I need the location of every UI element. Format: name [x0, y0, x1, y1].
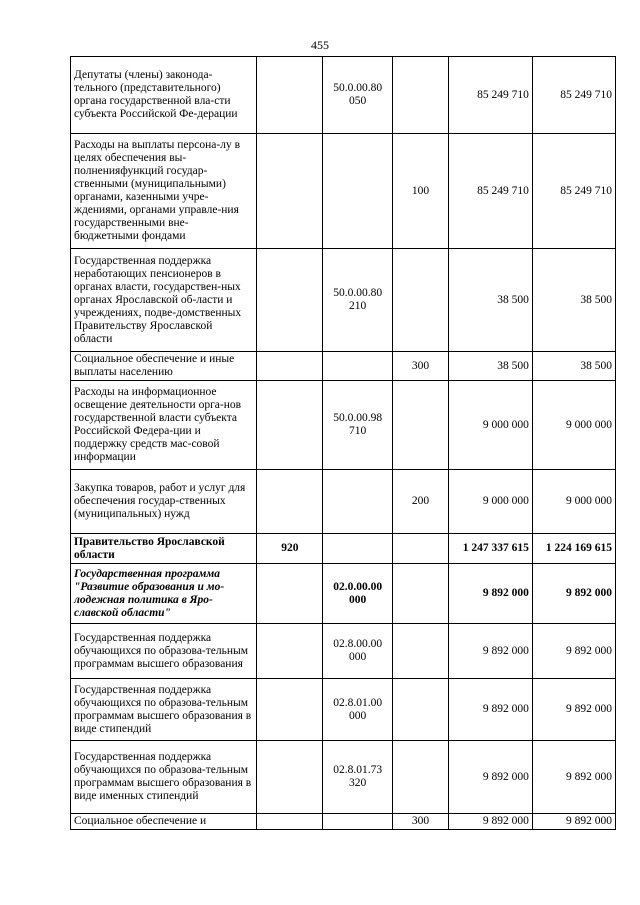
table-row	[71, 534, 616, 564]
cell-expense-type: 300	[393, 814, 449, 830]
cell-amount-second-year: 9 892 000	[532, 814, 615, 830]
cell-expense-type	[393, 249, 449, 352]
cell-expense-type: 300	[393, 352, 449, 381]
table-row	[71, 352, 616, 381]
cell-expense-type	[393, 57, 449, 134]
table-row	[71, 470, 616, 534]
cell-amount-second-year: 9 892 000	[532, 679, 615, 741]
cell-amount-second-year: 85 249 710	[532, 57, 615, 134]
cell-amount-second-year: 9 892 000	[532, 741, 615, 814]
cell-target-article: 50.0.00.98 710	[323, 381, 393, 470]
cell-department-code	[257, 470, 323, 534]
table-row	[71, 814, 616, 830]
cell-expense-type	[393, 679, 449, 741]
table-row	[71, 134, 616, 249]
cell-amount-second-year: 38 500	[532, 249, 615, 352]
cell-expense-type: 100	[393, 134, 449, 249]
budget-table	[70, 56, 616, 830]
cell-target-article: 50.0.00.80 210	[323, 249, 393, 352]
cell-department-code	[257, 249, 323, 352]
cell-amount-second-year: 9 892 000	[532, 564, 615, 624]
cell-expense-type	[393, 534, 449, 564]
page-number: 455	[311, 38, 329, 52]
cell-department-code	[257, 57, 323, 134]
cell-name: Государственная поддержка обучающихся по образова-тельным программам высшего образования в виде стипендий	[71, 679, 257, 741]
cell-target-article	[323, 134, 393, 249]
cell-amount-second-year: 9 000 000	[532, 381, 615, 470]
cell-amount-first-year: 9 892 000	[448, 564, 532, 624]
cell-department-code	[257, 564, 323, 624]
cell-amount-first-year: 85 249 710	[448, 57, 532, 134]
cell-amount-first-year: 1 247 337 615	[448, 534, 532, 564]
cell-target-article: 02.8.00.00 000	[323, 624, 393, 679]
table-row	[71, 249, 616, 352]
cell-amount-first-year: 85 249 710	[448, 134, 532, 249]
cell-amount-first-year: 38 500	[448, 249, 532, 352]
cell-amount-second-year: 85 249 710	[532, 134, 615, 249]
cell-department-code	[257, 814, 323, 830]
cell-amount-first-year: 9 892 000	[448, 741, 532, 814]
cell-amount-first-year: 38 500	[448, 352, 532, 381]
cell-name: Расходы на выплаты персона-лу в целях обеспечения вы-полненияфункций государ-ственными (муниципальными) органами, казенными учре-ждениями, органами управле-ния государственными вне-бюджетными фондами	[71, 134, 257, 249]
cell-amount-first-year: 9 892 000	[448, 814, 532, 830]
cell-name: Государственная программа "Развитие образования и мо-лодежная политика в Яро-славской области"	[71, 564, 257, 624]
cell-target-article: 02.0.00.00 000	[323, 564, 393, 624]
cell-name: Государственная поддержка обучающихся по образова-тельным программам высшего образования	[71, 624, 257, 679]
cell-name: Расходы на информационное освещение деятельности орга-нов государственной власти субъекта Российской Федера-ции и поддержку средств мас-совой информации	[71, 381, 257, 470]
cell-amount-first-year: 9 892 000	[448, 679, 532, 741]
cell-expense-type	[393, 624, 449, 679]
cell-target-article	[323, 470, 393, 534]
cell-name: Депутаты (члены) законода-тельного (представительного) органа государственной вла-сти субъекта Российской Фе-дерации	[71, 57, 257, 134]
table-row	[71, 381, 616, 470]
cell-expense-type: 200	[393, 470, 449, 534]
cell-amount-second-year: 9 000 000	[532, 470, 615, 534]
cell-name: Закупка товаров, работ и услуг для обеспечения государ-ственных (муниципальных) нужд	[71, 470, 257, 534]
cell-amount-first-year: 9 000 000	[448, 470, 532, 534]
cell-department-code	[257, 134, 323, 249]
table-row	[71, 679, 616, 741]
cell-department-code	[257, 679, 323, 741]
cell-expense-type	[393, 564, 449, 624]
cell-expense-type	[393, 741, 449, 814]
cell-name: Социальное обеспечение и иные выплаты населению	[71, 352, 257, 381]
table-row	[71, 564, 616, 624]
cell-name: Государственная поддержка неработающих пенсионеров в органах власти, государствен-ных органах Ярославской об-ласти и учреждениях, подве-домственных Правительству Ярославской области	[71, 249, 257, 352]
table-row	[71, 57, 616, 134]
cell-target-article: 02.8.01.00 000	[323, 679, 393, 741]
cell-department-code	[257, 352, 323, 381]
cell-target-article: 02.8.01.73 320	[323, 741, 393, 814]
cell-department-code	[257, 741, 323, 814]
cell-department-code	[257, 624, 323, 679]
budget-table-body	[71, 57, 616, 830]
cell-target-article	[323, 352, 393, 381]
cell-amount-second-year: 1 224 169 615	[532, 534, 615, 564]
cell-name: Государственная поддержка обучающихся по образова-тельным программам высшего образования в виде именных стипендий	[71, 741, 257, 814]
cell-department-code	[257, 381, 323, 470]
cell-target-article	[323, 534, 393, 564]
cell-department-code: 920	[257, 534, 323, 564]
cell-target-article	[323, 814, 393, 830]
cell-target-article: 50.0.00.80 050	[323, 57, 393, 134]
cell-name: Социальное обеспечение и	[71, 814, 257, 830]
cell-amount-first-year: 9 000 000	[448, 381, 532, 470]
cell-amount-second-year: 9 892 000	[532, 624, 615, 679]
cell-name: Правительство Ярославской области	[71, 534, 257, 564]
cell-amount-second-year: 38 500	[532, 352, 615, 381]
cell-amount-first-year: 9 892 000	[448, 624, 532, 679]
cell-expense-type	[393, 381, 449, 470]
table-row	[71, 624, 616, 679]
table-row	[71, 741, 616, 814]
